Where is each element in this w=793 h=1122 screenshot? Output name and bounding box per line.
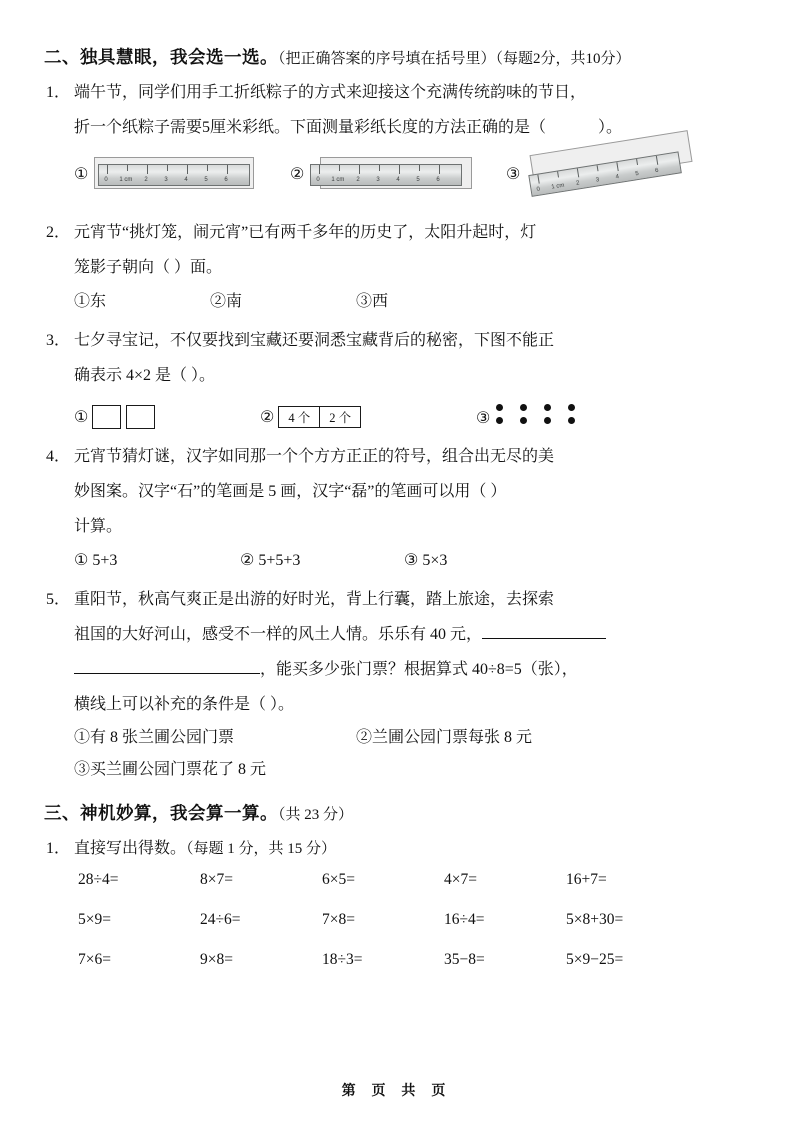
ruler-3-label-6: 6 <box>655 167 660 175</box>
question-2-option-1[interactable]: ①东 <box>74 293 107 310</box>
figure-1-mark: ① <box>74 166 89 183</box>
question-2-option-3[interactable]: ③西 <box>356 293 389 310</box>
question-5-option-3[interactable]: ③买兰圃公园门票花了 8 元 <box>74 761 267 778</box>
question-4-line-2: 妙图案。汉字“石”的笔画是 5 画，汉字“磊”的笔画可以用（ ） <box>74 483 507 500</box>
figure-3-mark: ③ <box>506 166 521 183</box>
ruler-1-label-2: 2 <box>144 177 148 183</box>
question-1 <box>44 75 749 110</box>
question-5-option-1[interactable]: ①有 8 张兰圃公园门票 <box>74 729 235 746</box>
question-2-line-2: 笼影子朝向（ ）面。 <box>74 259 223 276</box>
question-4-option-1[interactable]: ① 5+3 <box>74 552 118 569</box>
section-3-heading <box>44 800 749 825</box>
sub-1-number: 1． <box>45 840 70 857</box>
question-4-line-3: 计算。 <box>74 518 123 535</box>
ruler-2-label-3: 3 <box>376 177 380 183</box>
ruler-1-label-0: 0 <box>104 177 108 183</box>
question-3-line-1: 七夕寻宝记，不仅要找到宝藏还要洞悉宝藏背后的秘密，下图不能正 <box>74 332 555 349</box>
question-3-line-2: 确表示 4×2 是（ ）。 <box>74 367 216 384</box>
ruler-1-label-1: 1 cm <box>119 177 133 183</box>
square-pair <box>92 405 155 429</box>
calc-item[interactable]: 35−8= <box>444 951 485 968</box>
figure-2-mark: ② <box>290 166 305 183</box>
ruler-3-label-2: 2 <box>576 180 581 187</box>
arithmetic-grid <box>78 871 749 969</box>
question-4-option-3[interactable]: ③ 5×3 <box>404 552 448 569</box>
calc-item[interactable]: 24÷6= <box>200 911 241 928</box>
question-2-number: 2． <box>45 224 70 241</box>
section-2-title: 二、独具慧眼，我会选一选。 <box>44 47 278 67</box>
question-5-line-3: ，能买多少张门票？根据算式 40÷8=5（张）， <box>260 661 578 678</box>
question-4-option-2[interactable]: ② 5+5+3 <box>240 552 301 569</box>
dot-array <box>496 404 575 430</box>
calc-item[interactable]: 28÷4= <box>78 871 119 888</box>
ruler-2 <box>310 164 462 186</box>
section-2-heading <box>44 44 749 69</box>
calc-item[interactable]: 7×8= <box>322 911 355 928</box>
question-5-line-2-wrap <box>74 617 749 652</box>
section-3-note: （共 23 分） <box>278 807 354 823</box>
ruler-2-label-4: 4 <box>396 177 400 183</box>
dot-row-1 <box>496 404 575 411</box>
ruler-3-label-0: 0 <box>536 186 541 193</box>
question-5-options-row-2 <box>74 754 749 786</box>
question-3-mark-1: ① <box>74 409 89 426</box>
question-1-figures <box>74 151 749 209</box>
question-3-mark-3: ③ <box>476 410 491 427</box>
ruler-1-label-6: 6 <box>224 177 228 183</box>
section-2-note: （把正确答案的序号填在括号里）（每题2分，共10分） <box>278 51 631 67</box>
ruler-2-label-5: 5 <box>416 177 420 183</box>
question-3-number: 3． <box>45 332 70 349</box>
question-2-line-1: 元宵节“挑灯笼，闹元宵”已有两千多年的历史了，太阳升起时，灯 <box>74 224 537 241</box>
question-5 <box>44 582 749 617</box>
question-4-line-3-wrap <box>74 509 749 544</box>
fill-blank-2[interactable] <box>74 659 260 674</box>
question-1-line-1: 端午节，同学们用手工折纸粽子的方式来迎接这个充满传统韵味的节日， <box>74 84 587 101</box>
ruler-1-label-5: 5 <box>204 177 208 183</box>
calc-item[interactable]: 4×7= <box>444 871 477 888</box>
calc-item[interactable]: 6×5= <box>322 871 355 888</box>
fill-blank-1[interactable] <box>482 624 606 639</box>
question-3-line-2-wrap <box>74 358 749 393</box>
count-cell-1: 4 个 <box>279 407 320 428</box>
question-3-figures <box>74 397 749 437</box>
ruler-2-label-2: 2 <box>356 177 360 183</box>
ruler-3-label-1: 1 cm <box>551 182 566 191</box>
count-table <box>278 406 361 428</box>
sub-1-note: （每题 1 分，共 15 分） <box>186 841 337 857</box>
question-3-figure-3[interactable] <box>476 404 575 430</box>
square-2 <box>126 405 155 429</box>
question-1-figure-1 <box>74 151 290 199</box>
question-5-option-2[interactable]: ②兰圃公园门票每张 8 元 <box>356 729 533 746</box>
question-5-line-4: 横线上可以补充的条件是（ ）。 <box>74 696 295 713</box>
question-5-line-4-wrap <box>74 687 749 722</box>
page-footer: 第 页 共 页 <box>341 1082 452 1098</box>
calc-item[interactable]: 5×8+30= <box>566 911 624 928</box>
ruler-2-label-1: 1 cm <box>331 177 345 183</box>
ruler-1-label-3: 3 <box>164 177 168 183</box>
question-5-options <box>74 722 749 754</box>
calc-item[interactable]: 16÷4= <box>444 911 485 928</box>
question-4-number: 4． <box>45 448 70 465</box>
question-4-line-1: 元宵节猜灯谜，汉字如同那一个个方方正正的符号，组合出无尽的美 <box>74 448 555 465</box>
count-cell-2: 2 个 <box>320 407 361 428</box>
question-2 <box>44 215 749 250</box>
section-3-sub-1 <box>44 831 749 867</box>
ruler-3-label-5: 5 <box>635 170 640 178</box>
calc-item[interactable]: 16+7= <box>566 871 607 888</box>
question-1-line-2-tail: ）。 <box>598 119 623 136</box>
question-5-line-1: 重阳节，秋高气爽正是出游的好时光，背上行囊，踏上旅途，去探索 <box>74 591 555 608</box>
section-3-title: 三、神机妙算，我会算一算。 <box>44 803 278 823</box>
square-1 <box>92 405 121 429</box>
question-4-options <box>74 544 749 578</box>
question-5-number: 5． <box>45 591 70 608</box>
ruler-2-label-0: 0 <box>316 177 320 183</box>
question-5-line-3-wrap <box>74 652 749 687</box>
calc-item[interactable]: 18÷3= <box>322 951 363 968</box>
question-2-option-2[interactable]: ②南 <box>210 293 243 310</box>
ruler-1 <box>98 164 250 186</box>
calc-item[interactable]: 9×8= <box>200 951 233 968</box>
dot-row-2 <box>496 417 575 424</box>
calc-item[interactable]: 8×7= <box>200 871 233 888</box>
question-4 <box>44 439 749 474</box>
question-1-figure-3 <box>506 151 706 203</box>
question-4-line-2-wrap <box>74 474 749 509</box>
ruler-3-label-4: 4 <box>615 173 620 181</box>
ruler-3-label-3: 3 <box>595 177 601 184</box>
calc-item[interactable]: 5×9−25= <box>566 951 624 968</box>
question-3-figure-1[interactable] <box>74 405 260 429</box>
ruler-2-label-6: 6 <box>436 177 440 183</box>
sub-1-title: 直接写出得数。 <box>74 840 187 857</box>
question-5-line-2: 祖国的大好河山，感受不一样的风土人情。乐乐有 40 元， <box>74 626 483 643</box>
calc-item[interactable]: 5×9= <box>78 911 111 928</box>
question-1-number: 1． <box>45 84 70 101</box>
question-1-figure-2 <box>290 151 506 199</box>
question-1-line-2: 折一个纸粽子需要5厘米彩纸。下面测量彩纸长度的方法正确的是（ <box>74 119 547 136</box>
question-3 <box>44 323 749 358</box>
ruler-1-label-4: 4 <box>184 177 188 183</box>
question-2-options <box>74 285 749 319</box>
question-2-line-2-wrap <box>74 250 749 285</box>
question-3-figure-2[interactable] <box>260 406 476 428</box>
calc-item[interactable]: 7×6= <box>78 951 111 968</box>
question-3-mark-2: ② <box>260 409 275 426</box>
